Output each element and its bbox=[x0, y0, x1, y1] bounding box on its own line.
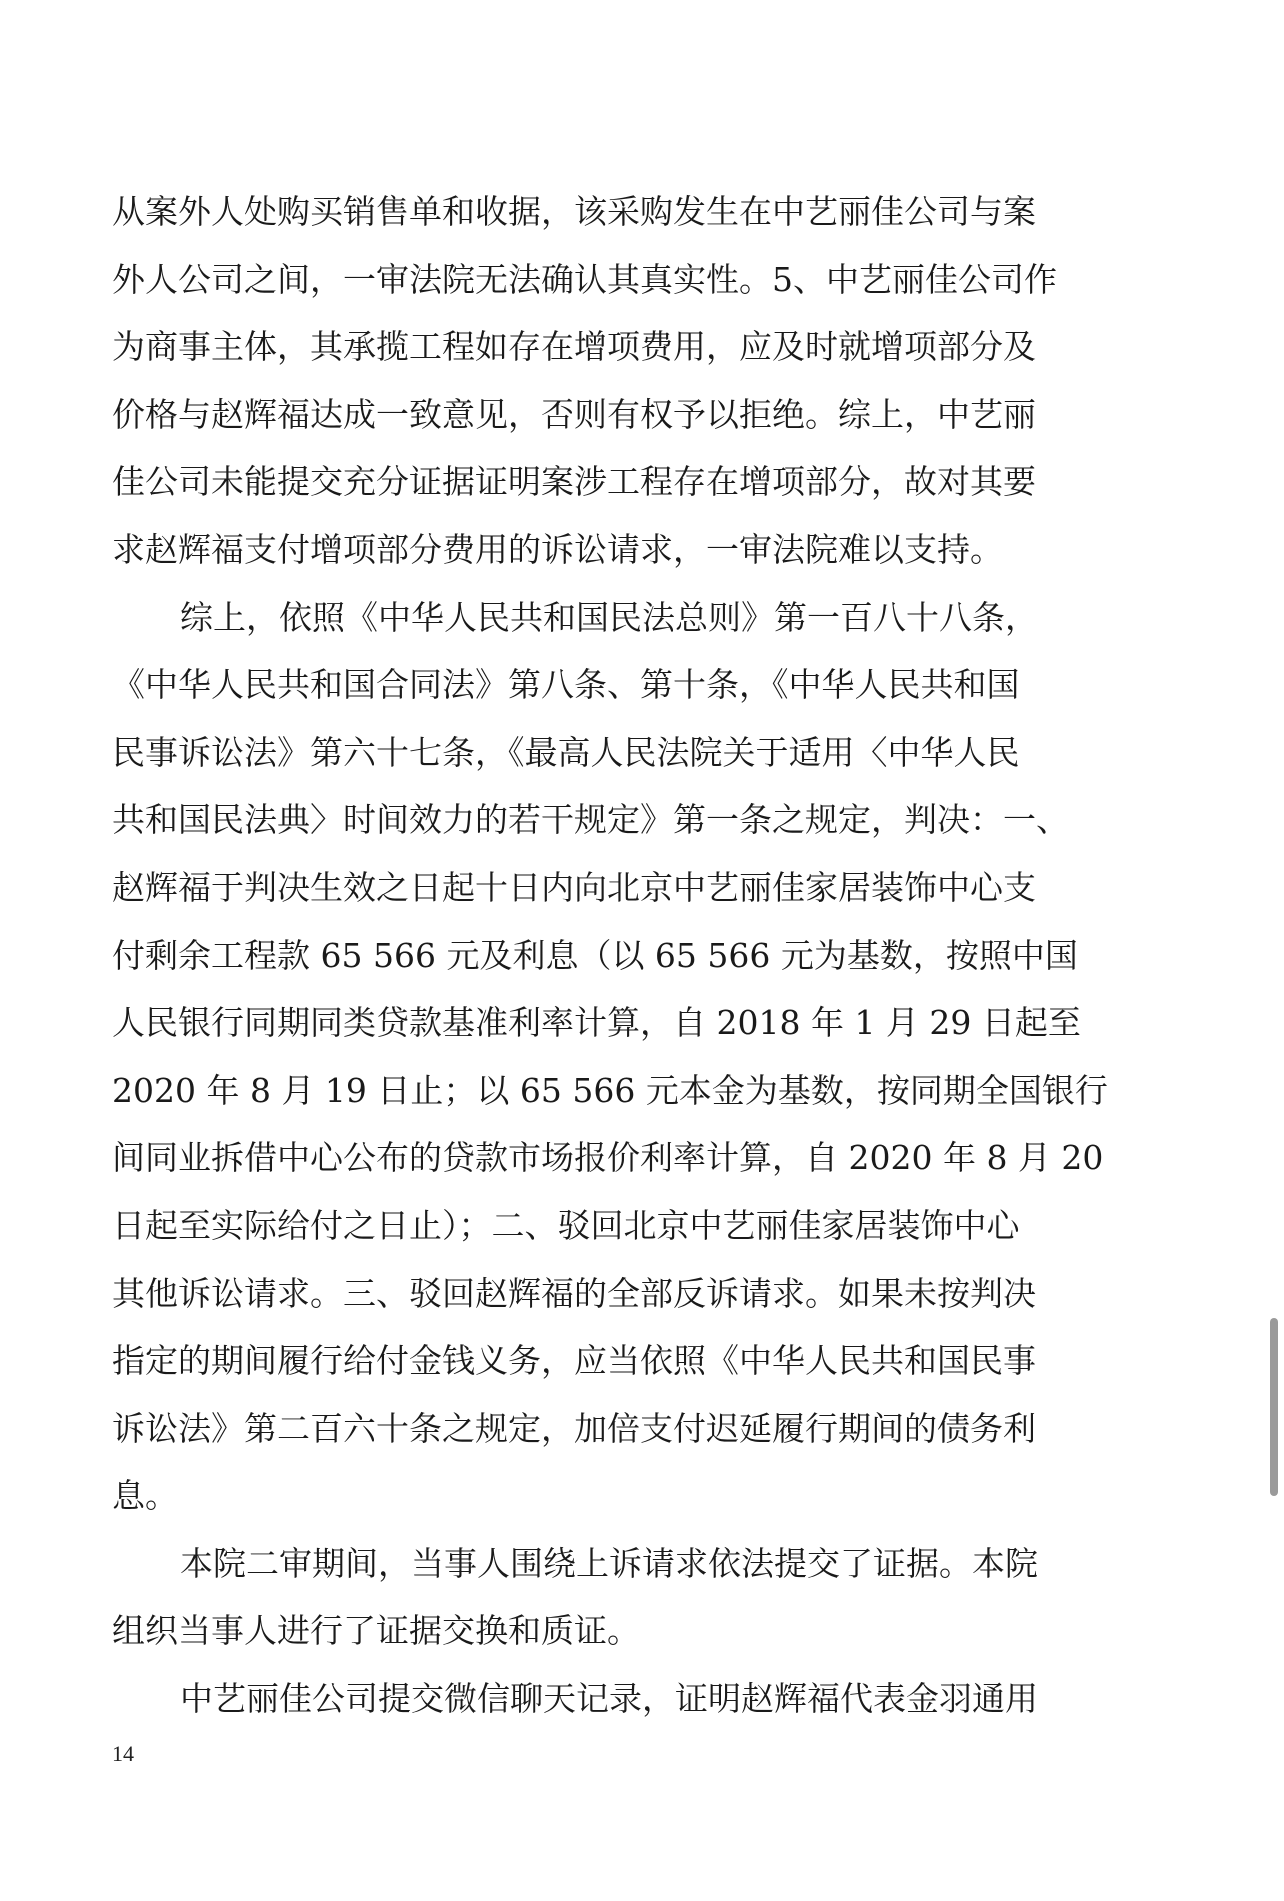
document-body bbox=[112, 178, 1142, 1733]
paragraph-start-line: 中艺丽佳公司提交微信聊天记录，证明赵辉福代表金羽通用 bbox=[180, 1679, 1038, 1719]
text-line: 共和国民法典〉时间效力的若干规定》第一条之规定，判决：一、 bbox=[112, 800, 1069, 840]
page-number: 14 bbox=[112, 1741, 134, 1766]
text-line: 付剩余工程款 65 566 元及利息（以 65 566 元为基数，按照中国 bbox=[112, 935, 1078, 975]
text-line: 价格与赵辉福达成一致意见，否则有权予以拒绝。综上，中艺丽 bbox=[112, 394, 1036, 434]
text-line: 人民银行同期同类贷款基准利率计算，自 2018 年 1 月 29 日起至 bbox=[112, 1003, 1081, 1043]
paragraph-start-line: 本院二审期间，当事人围绕上诉请求依法提交了证据。本院 bbox=[180, 1543, 1038, 1583]
text-line: 息。 bbox=[112, 1476, 178, 1516]
text-line: 从案外人处购买销售单和收据，该采购发生在中艺丽佳公司与案 bbox=[112, 192, 1036, 231]
text-line: 外人公司之间，一审法院无法确认其真实性。5、中艺丽佳公司作 bbox=[112, 259, 1057, 299]
text-line: 日起至实际给付之日止）；二、驳回北京中艺丽佳家居装饰中心 bbox=[112, 1205, 1020, 1245]
text-line: 组织当事人进行了证据交换和质证。 bbox=[112, 1611, 640, 1651]
text-line: 赵辉福于判决生效之日起十日内向北京中艺丽佳家居装饰中心支 bbox=[112, 867, 1036, 907]
text-line: 其他诉讼请求。三、驳回赵辉福的全部反诉请求。如果未按判决 bbox=[112, 1273, 1036, 1313]
paragraph-start-line: 综上，依照《中华人民共和国民法总则》第一百八十八条， bbox=[180, 597, 1038, 637]
text-line: 诉讼法》第二百六十条之规定，加倍支付迟延履行期间的债务利 bbox=[112, 1408, 1036, 1448]
text-line: 指定的期间履行给付金钱义务，应当依照《中华人民共和国民事 bbox=[112, 1341, 1036, 1381]
text-line: 《中华人民共和国合同法》第八条、第十条，《中华人民共和国 bbox=[112, 665, 1020, 705]
text-line: 为商事主体，其承揽工程如存在增项费用，应及时就增项部分及 bbox=[112, 327, 1036, 367]
text-line: 间同业拆借中心公布的贷款市场报价利率计算，自 2020 年 8 月 20 bbox=[112, 1138, 1104, 1178]
text-line: 2020 年 8 月 19 日止；以 65 566 元本金为基数，按同期全国银行 bbox=[112, 1070, 1108, 1110]
text-line: 民事诉讼法》第六十七条，《最高人民法院关于适用〈中华人民 bbox=[112, 732, 1020, 772]
vertical-scrollbar[interactable] bbox=[1270, 1318, 1278, 1496]
text-line: 佳公司未能提交充分证据证明案涉工程存在增项部分，故对其要 bbox=[112, 462, 1036, 502]
text-line: 求赵辉福支付增项部分费用的诉讼请求，一审法院难以支持。 bbox=[112, 529, 1003, 569]
